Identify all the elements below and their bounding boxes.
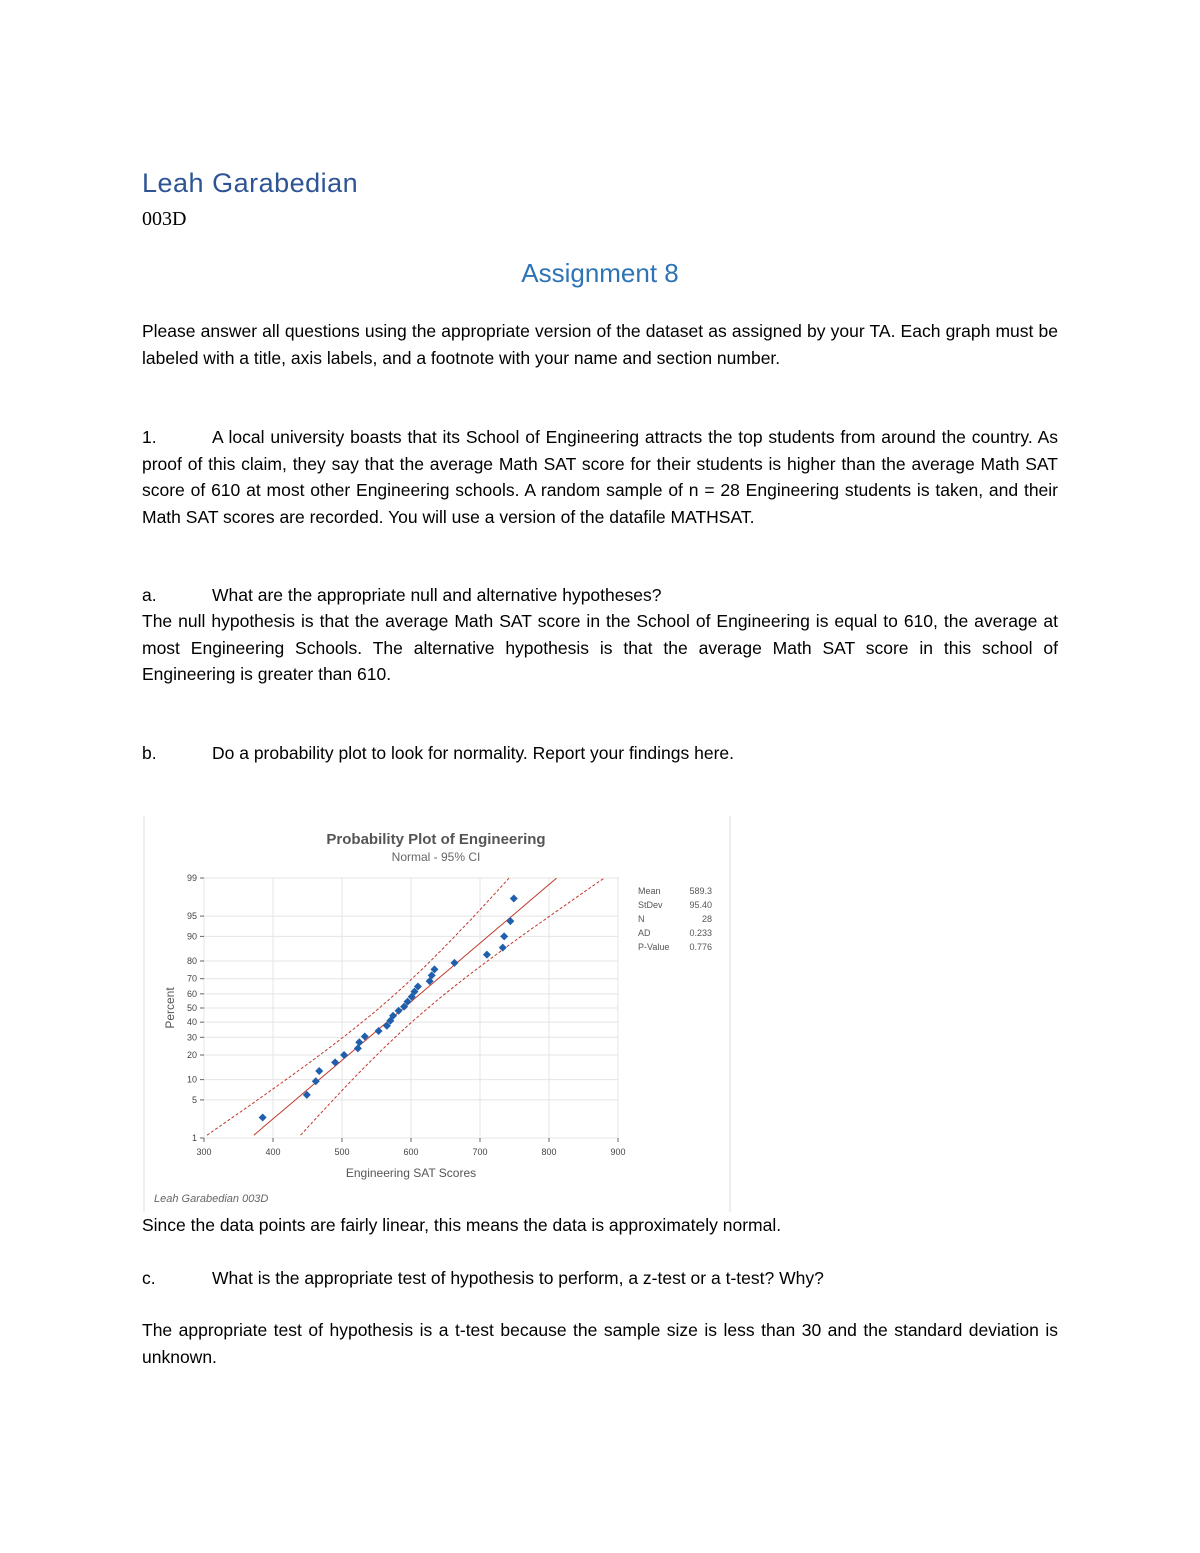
y-axis-label: Percent	[163, 987, 177, 1029]
y-tick-label: 90	[186, 931, 197, 942]
question-a-label: a.	[142, 585, 157, 605]
question-1-text: A local university boasts that its School of Engineering attracts the top students from around the country. As proof of this claim, they say that the average Math SAT score for their students is higher than the average Math SAT score of 610 at most other Engineering schools. A random sample of n = 28 Engineering students is taken, and their Math SAT scores are recorded. You will use a version of the datafile MATHSAT.	[142, 427, 1058, 527]
stat-value: 0.233	[689, 928, 712, 938]
y-tick-label: 80	[186, 955, 197, 966]
question-c-label: c.	[142, 1268, 156, 1288]
y-tick-label: 20	[186, 1050, 197, 1061]
question-1	[142, 424, 1058, 530]
stat-label: StDev	[638, 900, 663, 910]
y-axis-ticks	[187, 873, 204, 1143]
probability-plot	[142, 816, 732, 1212]
question-a-text: What are the appropriate null and alternative hypotheses?	[212, 585, 662, 605]
y-tick-label: 5	[191, 1094, 197, 1105]
answer-c: The appropriate test of hypothesis is a t-test because the sample size is less than 30 and the standard deviation is unknown.	[142, 1320, 1058, 1367]
x-axis-ticks	[196, 1138, 625, 1157]
y-tick-label: 70	[186, 973, 197, 984]
y-tick-label: 99	[186, 873, 197, 883]
question-c	[142, 1265, 824, 1292]
stat-value: 0.776	[689, 942, 712, 952]
x-tick-label: 800	[541, 1147, 557, 1157]
question-c-text: What is the appropriate test of hypothesis to perform, a z-test or a t-test? Why?	[212, 1268, 824, 1288]
x-tick-label: 500	[334, 1147, 350, 1157]
x-axis-label: Engineering SAT Scores	[345, 1166, 477, 1180]
answer-a: The null hypothesis is that the average Math SAT score in the School of Engineering is equal to 610, the average at most Engineering Schools. The alternative hypothesis is that the average Math SAT score in this school of Engineering is greater than 610.	[142, 611, 1058, 684]
y-tick-label: 1	[191, 1133, 197, 1143]
question-b-label: b.	[142, 743, 157, 763]
y-tick-label: 60	[186, 988, 197, 999]
author-name: Leah Garabedian	[142, 168, 359, 198]
chart-title: Probability Plot of Engineering	[326, 831, 546, 848]
x-tick-label: 700	[472, 1147, 488, 1157]
question-a	[142, 582, 661, 609]
chart-footnote: Leah Garabedian 003D	[154, 1193, 269, 1205]
assignment-title: Assignment 8	[521, 258, 679, 288]
question-b-text: Do a probability plot to look for normality. Report your findings here.	[212, 743, 735, 763]
intro-paragraph: Please answer all questions using the appropriate version of the dataset as assigned by your TA. Each graph must be labeled with a title, axis labels, and a footnote with your name and section number.	[142, 321, 1058, 368]
stats-table	[638, 886, 712, 952]
question-1-number: 1.	[142, 427, 157, 447]
y-tick-label: 30	[186, 1032, 197, 1043]
y-tick-label: 50	[186, 1003, 197, 1013]
y-tick-label: 95	[186, 911, 197, 922]
x-tick-label: 300	[196, 1147, 212, 1157]
answer-b: Since the data points are fairly linear, this means the data is approximately normal.	[142, 1215, 782, 1235]
x-tick-label: 600	[403, 1147, 419, 1157]
chart-subtitle: Normal - 95% CI	[391, 850, 481, 864]
stat-value: 589.3	[689, 886, 712, 896]
stat-label: P-Value	[638, 942, 670, 952]
stat-label: AD	[638, 928, 651, 938]
stat-label: N	[638, 914, 645, 924]
y-tick-label: 40	[186, 1017, 197, 1028]
stat-value: 95.40	[689, 900, 712, 910]
x-tick-label: 400	[265, 1147, 281, 1157]
y-tick-label: 10	[186, 1074, 197, 1085]
probability-plot-svg	[142, 816, 732, 1212]
section-number: 003D	[142, 208, 187, 230]
question-b	[142, 740, 734, 767]
stat-value: 28	[701, 914, 712, 924]
x-tick-label: 900	[610, 1147, 626, 1157]
stat-label: Mean	[638, 886, 661, 896]
